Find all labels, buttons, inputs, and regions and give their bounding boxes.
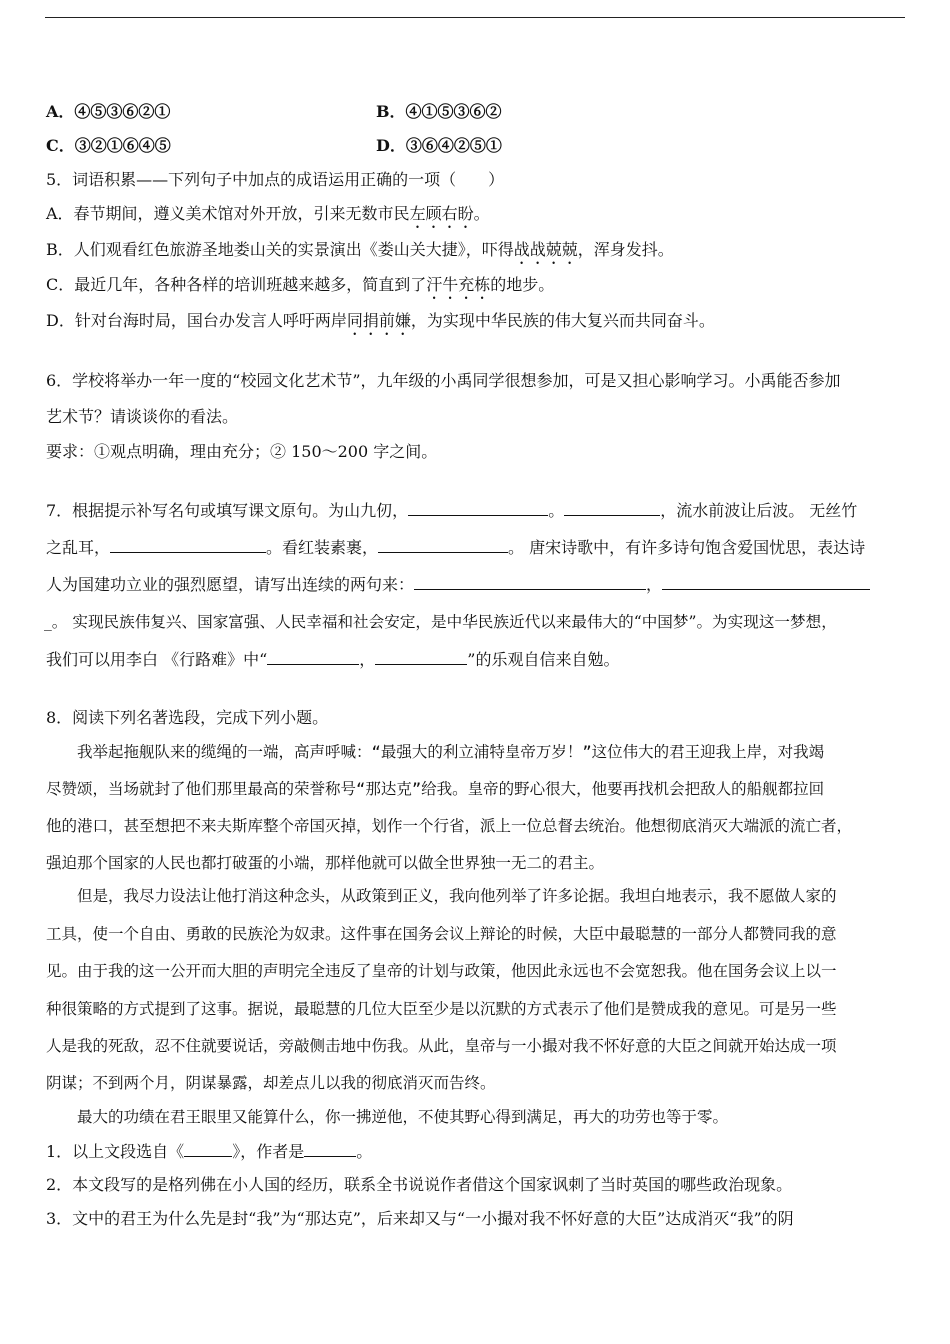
- q4-option-c[interactable]: [46, 135, 171, 157]
- q8-excerpt-line: 强迫那个国家的人民也都打破蛋的小端，那样他就可以做全世界独一无二的君主。: [46, 854, 605, 872]
- q5-d-idiom: 同捐前嫌: [346, 311, 411, 330]
- q7-line4: _。 实现民族伟复兴、国家富强、人民幸福和社会安定，是中华民族近代以来最伟大的“中国梦”。为实现这一梦想，: [44, 613, 837, 631]
- q5-c-pre: C．最近几年，各种各样的培训班越来越多，简直到了: [46, 275, 427, 294]
- q8-excerpt-line: 工具，使一个自由、勇敢的民族沦为奴隶。这件事在国务会议上辩论的时候，大臣中最聪慧的一部分人都赞同我的意: [46, 925, 837, 943]
- q7-l1-text-b: 。: [548, 501, 565, 520]
- q8-excerpt-line: 最大的功绩在君王眼里又能算什么，你一拂逆他，不使其野心得到满足，再大的功劳也等于零。: [46, 1108, 729, 1126]
- q7-blank-7[interactable]: [267, 648, 359, 665]
- q4-option-a-text: ④⑤③⑥②①: [74, 102, 171, 121]
- q6-stem-line1: 6．学校将举办一年一度的“校园文化艺术节”，九年级的小禹同学很想参加，可是又担心影响学习。小禹能否参加: [46, 371, 841, 390]
- q5-c-post: 的地步。: [490, 275, 555, 294]
- q5-b-idiom: 战战兢兢: [513, 240, 578, 259]
- q4-option-d[interactable]: [376, 135, 502, 157]
- q5-option-c[interactable]: [46, 274, 554, 303]
- q4-option-b-label: B．: [376, 102, 406, 121]
- q8-excerpt-line: 尽赞颂，当场就封了他们那里最高的荣誉称号“那达克”给我。皇帝的野心很大，他要再找机会把敌人的船舰都拉回: [46, 780, 825, 798]
- q7-blank-5[interactable]: [414, 573, 646, 590]
- q7-blank-1[interactable]: [408, 499, 548, 516]
- q8-excerpt-line: 他的港口，甚至想把不来夫斯库整个帝国灭掉，划作一个行省，派上一位总督去统治。他想彻底消灭大端派的流亡者，: [46, 817, 853, 835]
- q7-l2-text-b: 。看红装素裹，: [266, 538, 379, 557]
- q8-sub2: 2．本文段写的是格列佛在小人国的经历，联系全书说说作者借这个国家讽刺了当时英国的哪些政治现象。: [46, 1175, 793, 1194]
- q7-l2-text-a: 之乱耳，: [46, 538, 111, 557]
- q8-sub1-blank-book[interactable]: [184, 1140, 232, 1157]
- q5-d-post: ，为实现中华民族的伟大复兴而共同奋斗。: [410, 311, 715, 330]
- q8-stem: 8．阅读下列名著选段，完成下列小题。: [46, 708, 329, 727]
- q8-excerpt-line: 阴谋；不到两个月，阴谋暴露，却差点儿以我的彻底消灭而告终。: [46, 1074, 496, 1092]
- q4-option-d-label: D．: [376, 136, 406, 155]
- q7-line1: [46, 499, 857, 522]
- q8-excerpt-line: 但是，我尽力设法让他打消这种念头，从政策到正义，我向他列举了许多论据。我坦白地表示，我不愿做人家的: [46, 887, 837, 905]
- q6-stem-line2: 艺术节？请谈谈你的看法。: [46, 407, 239, 426]
- q5-b-pre: B．人们观看红色旅游圣地娄山关的实景演出《娄山关大捷》，吓得: [46, 240, 514, 259]
- q5-option-a[interactable]: [46, 203, 490, 232]
- q8-excerpt-line: 见。由于我的这一公开而大胆的声明完全违反了皇帝的计划与政策，他因此永远也不会宽恕我。他在国务会议上以一: [46, 962, 837, 980]
- q4-option-c-text: ③②①⑥④⑤: [74, 136, 171, 155]
- q5-a-idiom: 左顾右盼: [409, 204, 474, 223]
- q8-sub1-text-b: 》，作者是: [232, 1142, 305, 1161]
- q8-excerpt-line: 我举起拖舰队来的缆绳的一端，高声呼喊：“最强大的利立浦特皇帝万岁！”这位伟大的君王迎我上岸，对我竭: [46, 743, 825, 761]
- q5-option-d[interactable]: [46, 310, 715, 339]
- q7-blank-3[interactable]: [110, 536, 266, 553]
- q7-line3: [46, 573, 870, 596]
- q8-excerpt-line: 种很策略的方式提到了这事。据说，最聪慧的几位大臣至少是以沉默的方式表示了他们是赞成我的意见。可是另一些: [46, 1000, 837, 1018]
- q8-sub1-text-c: 。: [356, 1142, 373, 1161]
- q4-option-b[interactable]: [376, 101, 502, 123]
- q5-option-b[interactable]: [46, 239, 674, 268]
- q5-c-idiom: 汗牛充栋: [426, 275, 491, 294]
- q7-line2: [46, 536, 865, 559]
- q7-l3-text-b: ，: [646, 575, 663, 594]
- q5-stem: 5．词语积累——下列句子中加点的成语运用正确的一项（ ）: [46, 170, 505, 189]
- q7-blank-6[interactable]: [662, 573, 870, 590]
- q4-option-a-label: A．: [46, 102, 75, 121]
- q5-a-pre: A．春节期间，遵义美术馆对外开放，引来无数市民: [46, 204, 410, 223]
- q5-d-pre: D．针对台海时局，国台办发言人呼吁两岸: [46, 311, 347, 330]
- q7-l1-text-a: 7．根据提示补写名句或填写课文原句。为山九仞，: [46, 501, 409, 520]
- q5-b-post: ，浑身发抖。: [577, 240, 674, 259]
- q6-requirements: 要求：①观点明确，理由充分；② 150～200 字之间。: [46, 442, 438, 461]
- q8-sub1-blank-author[interactable]: [304, 1140, 356, 1157]
- q5-a-post: 。: [473, 204, 490, 223]
- q7-l5-text-a: 我们可以用李白 《行路难》中“: [46, 650, 268, 669]
- q7-l2-text-c: 。 唐宋诗歌中，有许多诗句饱含爱国忧思，表达诗: [508, 538, 866, 557]
- header-rule: [45, 17, 905, 18]
- q7-line5: [46, 648, 619, 671]
- q7-blank-8[interactable]: [375, 648, 467, 665]
- q4-option-a[interactable]: [46, 101, 170, 123]
- q4-option-b-text: ④①⑤③⑥②: [405, 102, 502, 121]
- q8-excerpt-line: 人是我的死敌，忍不住就要说话，旁敲侧击地中伤我。从此，皇帝与一小撮对我不怀好意的大臣之间就开始达成一项: [46, 1037, 837, 1055]
- q8-sub3: 3．文中的君王为什么先是封“我”为“那达克”，后来却又与“一小撮对我不怀好意的大臣”达成消灭“我”的阴: [46, 1209, 794, 1228]
- q8-sub1-text-a: 1．以上文段选自《: [46, 1142, 185, 1161]
- q7-l1-text-c: ，流水前波让后波。 无丝竹: [660, 501, 858, 520]
- q7-l5-text-c: ”的乐观自信来自勉。: [467, 650, 620, 669]
- q7-blank-4[interactable]: [378, 536, 508, 553]
- q4-option-d-text: ③⑥④②⑤①: [405, 136, 502, 155]
- q7-blank-2[interactable]: [564, 499, 660, 516]
- q7-l5-text-b: ，: [359, 650, 376, 669]
- q4-option-c-label: C．: [46, 136, 75, 155]
- q7-l3-text-a: 人为国建功立业的强烈愿望，请写出连续的两句来：: [46, 575, 415, 594]
- q8-sub1: [46, 1140, 372, 1163]
